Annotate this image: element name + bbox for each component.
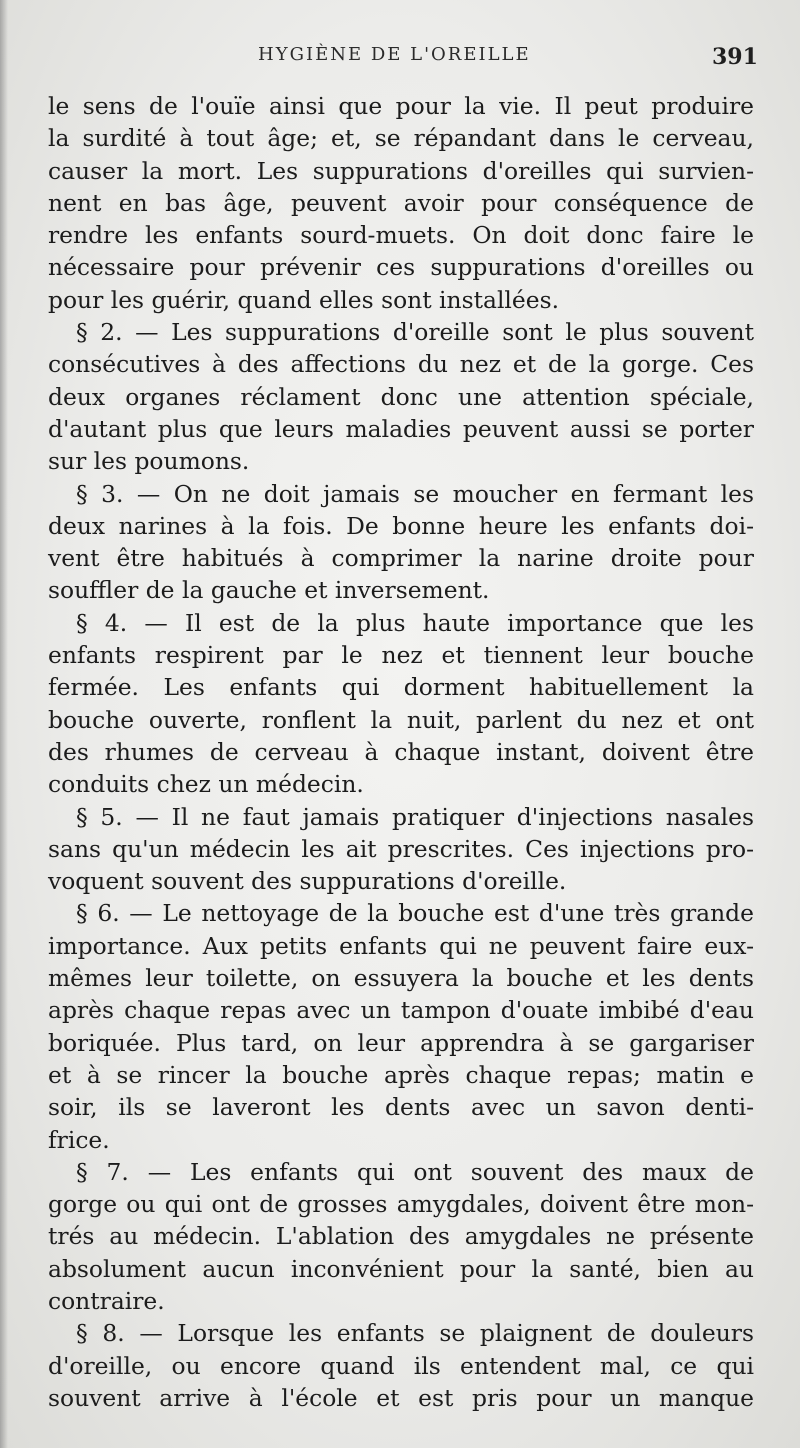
text-line: bouche ouverte, ronflent la nuit, parlent du nez et ont [48, 705, 754, 734]
text-line: deux narines à la fois. De bonne heure les enfants doi- [48, 511, 754, 540]
text-line: nécessaire pour prévenir ces suppurations d'oreilles ou [48, 253, 754, 282]
text-line: causer la mort. Les suppurations d'oreilles qui survien- [48, 156, 754, 185]
paragraph-4-start: § 4. — Il est de la plus haute importance que les [76, 608, 754, 637]
text-line: d'autant plus que leurs maladies peuvent aussi se porter [48, 414, 754, 443]
text-line: d'oreille, ou encore quand ils entendent mal, ce qui [48, 1351, 754, 1380]
text-line: gorge ou qui ont de grosses amygdales, doivent être mon- [48, 1190, 754, 1219]
text-line: deux organes réclament donc une attention spéciale, [48, 382, 754, 411]
text-line: pour les guérir, quand elles sont installées. [48, 285, 560, 314]
text-line: sur les poumons. [48, 447, 250, 476]
text-line: fermée. Les enfants qui dorment habituellement la [48, 673, 754, 702]
text-line: enfants respirent par le nez et tiennent leur bouche [48, 641, 754, 670]
text-line: souffler de la gauche et inversement. [48, 576, 490, 605]
text-line: souvent arrive à l'école et est pris pour un manque [48, 1383, 754, 1412]
body-text [48, 90, 754, 1414]
text-line: mêmes leur toilette, on essuyera la bouche et les dents [48, 964, 754, 993]
paragraph-7-start: § 7. — Les enfants qui ont souvent des maux de [76, 1157, 754, 1186]
text-line: nent en bas âge, peuvent avoir pour conséquence de [48, 188, 754, 217]
text-line: absolument aucun inconvénient pour la santé, bien au [48, 1254, 754, 1283]
text-line: consécutives à des affections du nez et de la gorge. Ces [48, 350, 754, 379]
text-line: et à se rincer la bouche après chaque repas; matin e [48, 1060, 754, 1089]
text-line: la surdité à tout âge; et, se répandant dans le cerveau, [48, 124, 754, 153]
text-line: soir, ils se laveront les dents avec un savon denti- [48, 1093, 754, 1122]
text-line: après chaque repas avec un tampon d'ouate imbibé d'eau [48, 996, 754, 1025]
paragraph-8-start: § 8. — Lorsque les enfants se plaignent de douleurs [76, 1319, 754, 1348]
text-line: voquent souvent des suppurations d'oreille. [48, 867, 567, 896]
paragraph-6-start: § 6. — Le nettoyage de la bouche est d'une très grande [76, 899, 754, 928]
page-edge-shadow [0, 0, 8, 1448]
text-line: sans qu'un médecin les ait prescrites. Ces injections pro- [48, 834, 754, 863]
text-line: vent être habitués à comprimer la narine droite pour [48, 544, 754, 573]
running-title: HYGIÈNE DE L'OREILLE [258, 44, 531, 65]
text-line: boriquée. Plus tard, on leur apprendra à se gargariser [48, 1028, 754, 1057]
text-line: conduits chez un médecin. [48, 770, 364, 799]
text-line: importance. Aux petits enfants qui ne peuvent faire eux- [48, 931, 754, 960]
text-line: frice. [48, 1125, 110, 1154]
text-line: trés au médecin. L'ablation des amygdales ne présente [48, 1222, 754, 1251]
paragraph-5-start: § 5. — Il ne faut jamais pratiquer d'injections nasales [76, 802, 754, 831]
page-number: 391 [712, 44, 758, 70]
text-line: contraire. [48, 1286, 165, 1315]
paragraph-3-start: § 3. — On ne doit jamais se moucher en fermant les [76, 479, 754, 508]
running-header [0, 44, 800, 74]
text-line: des rhumes de cerveau à chaque instant, doivent être [48, 737, 754, 766]
text-line: rendre les enfants sourd-muets. On doit donc faire le [48, 221, 754, 250]
paragraph-2-start: § 2. — Les suppurations d'oreille sont le plus souvent [76, 318, 754, 347]
text-line: le sens de l'ouïe ainsi que pour la vie. Il peut produire [48, 92, 754, 120]
